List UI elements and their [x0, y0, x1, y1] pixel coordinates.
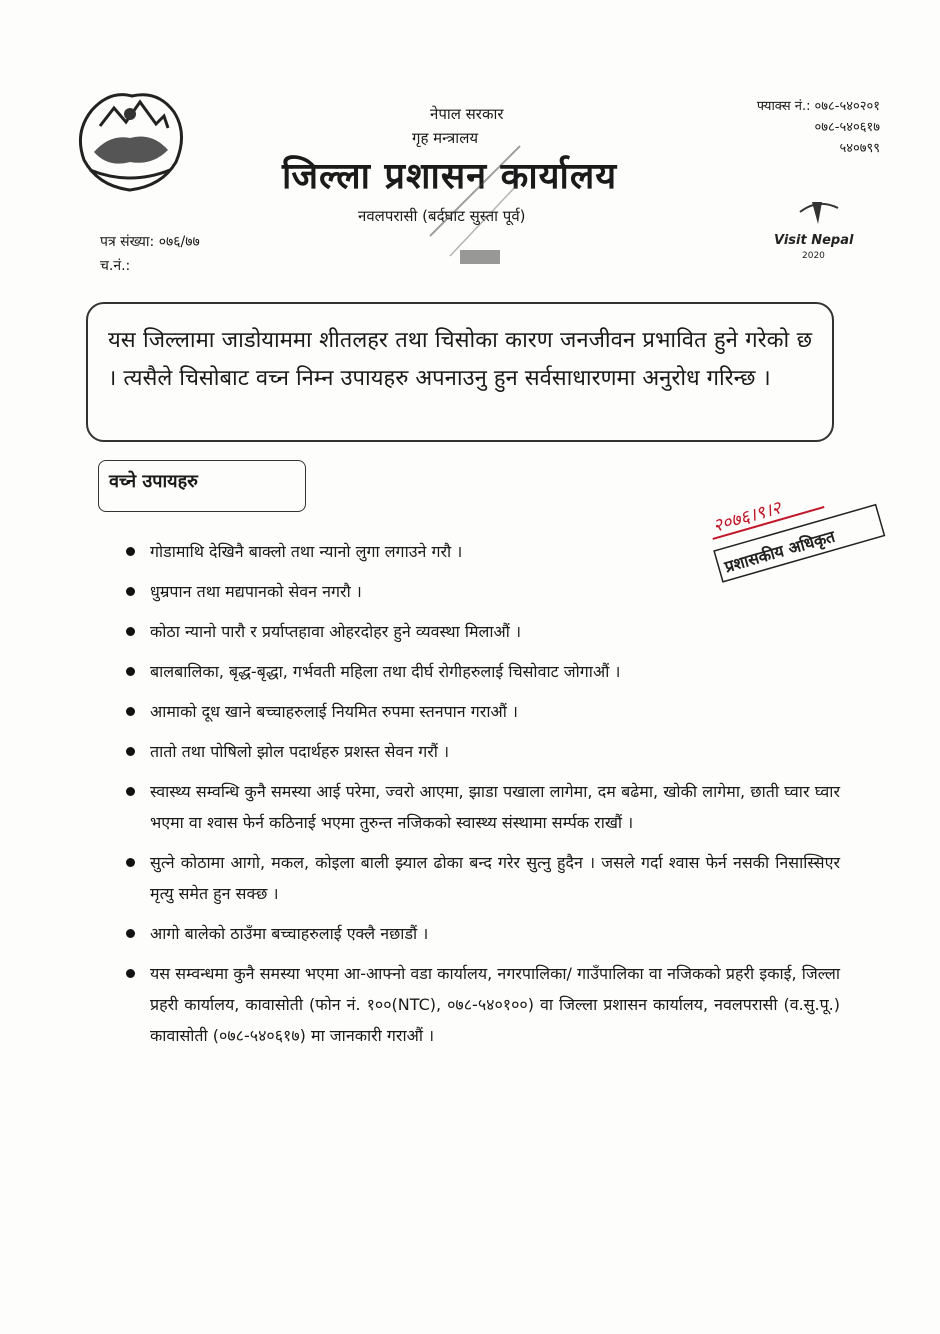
list-item [120, 616, 840, 647]
bullet-icon [126, 969, 135, 978]
bullet-icon [126, 858, 135, 867]
bullet-icon [126, 667, 135, 676]
office-seal-icon [420, 126, 530, 276]
bullet-icon [126, 547, 135, 556]
measures-list [120, 536, 840, 1060]
phone-number: ०७८-५४०६१७ [814, 120, 880, 135]
list-item-text: तातो तथा पोषिलो झोल पदार्थहरु प्रशस्त सेवन गरौं । [150, 742, 450, 761]
list-item [120, 776, 840, 838]
list-item-text: स्वास्थ्य सम्वन्धि कुनै समस्या आई परेमा, ज्वरो आएमा, झाडा पखाला लागेमा, दम बढेमा, खोकी लागेमा, छाती घ्वार घ्वार भएमा वा श्वास फेर्न कठिनाई भएमा तुरुन्त नजिकको स्वास्थ्य संस्थामा सर्म्पक राखौं । [150, 782, 840, 832]
stamp-date: २०७६।९।२ [710, 497, 784, 537]
government-name: नेपाल सरकार [430, 105, 504, 123]
phone-block [757, 96, 880, 159]
letter-number: पत्र संख्या: ०७६/७७ [100, 234, 200, 250]
bullet-icon [126, 707, 135, 716]
bullet-icon [126, 929, 135, 938]
phone-label: फ्याक्स नं.: [756, 99, 811, 114]
list-item [120, 918, 840, 949]
phone-number: ५४०७९९ [839, 141, 880, 156]
list-item [120, 576, 840, 607]
office-location: नवलपरासी (बर्दघाट सुस्ता पूर्व) [358, 207, 526, 225]
measures-heading: वच्ने उपायहरु [98, 460, 306, 512]
list-item [120, 656, 840, 687]
visit-logo-year: 2020 [802, 251, 825, 261]
list-item-text: आमाको दूध खाने बच्चाहरुलाई नियमित रुपमा स्तनपान गराऔं । [150, 702, 518, 721]
office-title: जिल्ला प्रशासन कार्यालय [282, 156, 618, 197]
list-item [120, 696, 840, 727]
phone-number: ०७८-५४०२०१ [814, 99, 880, 114]
visit-nepal-logo [772, 198, 864, 264]
list-item-text: बालबालिका, बृद्ध-बृद्धा, गर्भवती महिला तथा दीर्घ रोगीहरुलाई चिसोवाट जोगाऔं । [150, 662, 621, 681]
list-item-text: गोडामाथि देखिनै बाक्लो तथा न्यानो लुगा लगाउने गरौ । [150, 542, 463, 561]
list-item [120, 958, 840, 1051]
stamp-title: प्रशासकीय अधिकृत [722, 526, 838, 577]
intro-notice: यस जिल्लामा जाडोयाममा शीतलहर तथा चिसोका कारण जनजीवन प्रभावित हुने गरेको छ । त्यसैले चिसोबाट वच्न निम्न उपायहरु अपनाउनु हुन सर्वसाधारणमा अनुरोध गरिन्छ । [86, 302, 834, 442]
visit-logo-text: Visit Nepal [774, 233, 854, 248]
bullet-icon [126, 787, 135, 796]
list-item-text: आगो बालेको ठाउँमा बच्चाहरुलाई एक्लै नछाडौं । [150, 924, 429, 943]
list-item [120, 536, 840, 567]
bullet-icon [126, 587, 135, 596]
list-item [120, 736, 840, 767]
list-item-text: कोठा न्यानो पारौ र प्रर्याप्तहावा ओहरदोहर हुने व्यवस्था मिलाऔं । [150, 622, 522, 641]
list-item [120, 847, 840, 909]
bullet-icon [126, 747, 135, 756]
dispatch-number: च.नं.: [100, 258, 131, 274]
list-item-text: धुम्रपान तथा मद्यपानको सेवन नगरौ । [150, 582, 362, 601]
ministry-name: गृह मन्त्रालय [412, 129, 479, 147]
list-item-text: यस सम्वन्धमा कुनै समस्या भएमा आ-आफ्नो वडा कार्यालय, नगरपालिका/ गाउँपालिका वा नजिकको प्रहरी इकाई, जिल्ला प्रहरी कार्यालय, कावासोती (फोन नं. १००(NTC), ०७८-५४०१००) वा जिल्ला प्रशासन कार्यालय, नवलपरासी (व.सु.पू.) कावासोती (०७८-५४०६१७) मा जानकारी गराऔं । [150, 964, 840, 1045]
bullet-icon [126, 627, 135, 636]
list-item-text: सुत्ने कोठामा आगो, मकल, कोइला बाली झ्याल ढोका बन्द गरेर सुत्नु हुदैन । जसले गर्दा श्वास फेर्न नसकी निसास्सिएर मृत्यु समेत हुन सक्छ । [150, 853, 840, 903]
nepal-emblem-icon [70, 82, 190, 194]
